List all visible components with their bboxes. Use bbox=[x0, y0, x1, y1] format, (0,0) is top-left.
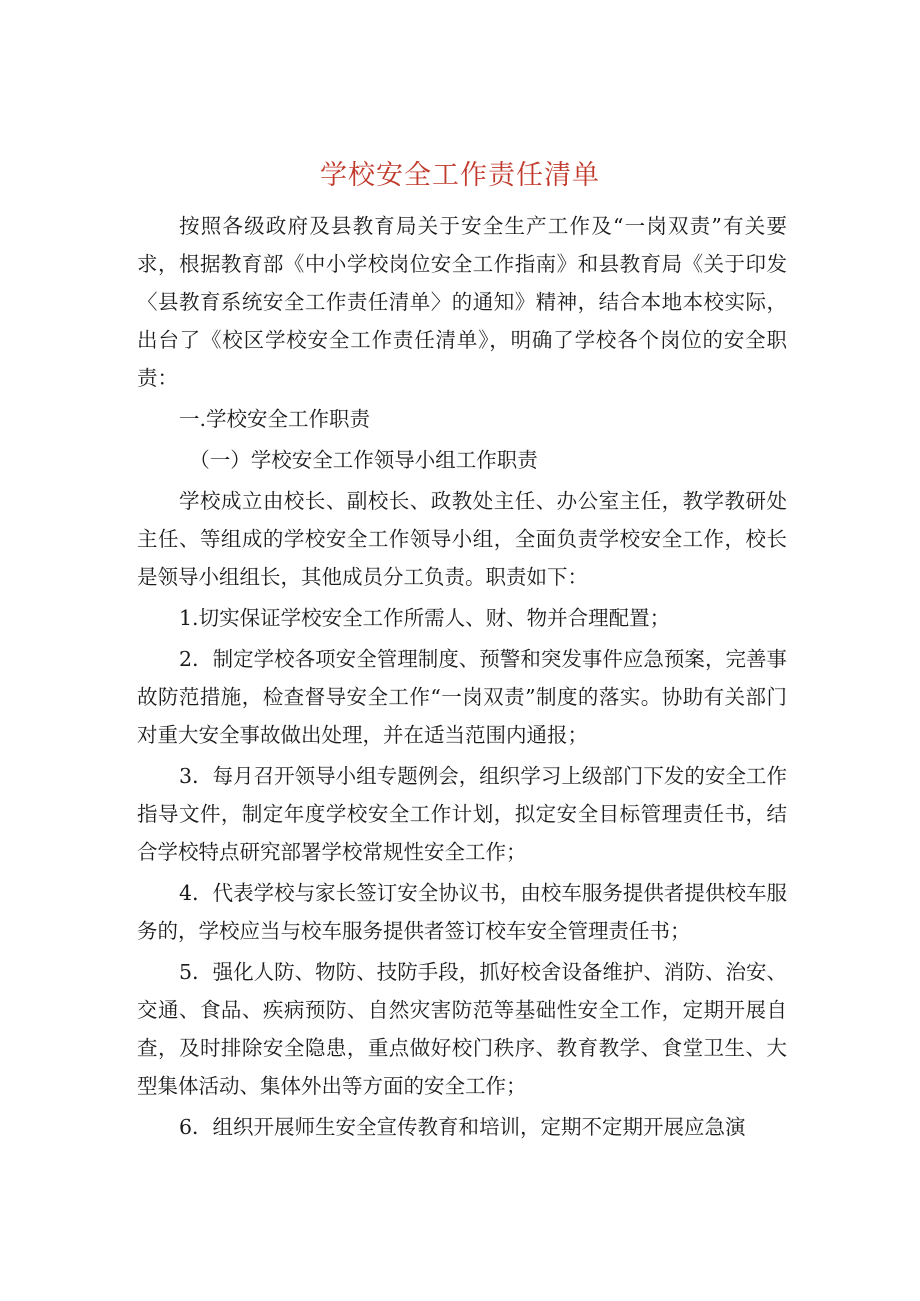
list-item: 3．每月召开领导小组专题例会，组织学习上级部门下发的安全工作指导文件，制定年度学校安全工作计划，拟定安全目标管理责任书，结合学校特点研究部署学校常规性安全工作； bbox=[137, 764, 787, 864]
list-item: 6．组织开展师生安全宣传教育和培训，定期不定期开展应急演 bbox=[179, 1115, 746, 1139]
document-title: 学校安全工作责任清单 bbox=[320, 160, 600, 191]
subsection-heading: （一）学校安全工作领导小组工作职责 bbox=[189, 448, 538, 472]
intro-paragraph: 按照各级政府及县教育局关于安全生产工作及“一岗双责”有关要求，根据教育部《中小学校岗位安全工作指南》和县教育局《关于印发〈县教育系统安全工作责任清单〉的通知》精神，结合本地本校实际，出台了《校区学校安全工作责任清单》，明确了学校各个岗位的安全职责： bbox=[137, 214, 787, 390]
section-heading: 一.学校安全工作职责 bbox=[179, 407, 371, 431]
list-item: 5．强化人防、物防、技防手段，抓好校舍设备维护、消防、治安、交通、食品、疾病预防、自然灾害防范等基础性安全工作，定期开展自查，及时排除安全隐患，重点做好校门秩序、教育教学、食堂卫生、大型集体活动、集体外出等方面的安全工作； bbox=[137, 960, 787, 1098]
list-item: 1.切实保证学校安全工作所需人、财、物并合理配置； bbox=[179, 606, 671, 630]
subsection-intro-paragraph: 学校成立由校长、副校长、政教处主任、办公室主任，教学教研处主任、等组成的学校安全工作领导小组，全面负责学校安全工作，校长是领导小组组长，其他成员分工负责。职责如下： bbox=[137, 489, 787, 589]
document-body bbox=[137, 207, 787, 1146]
list-item: 2．制定学校各项安全管理制度、预警和突发事件应急预案，完善事故防范措施，检查督导安全工作“一岗双责”制度的落实。协助有关部门对重大安全事故做出处理，并在适当范围内通报； bbox=[137, 647, 787, 747]
list-item: 4．代表学校与家长签订安全协议书，由校车服务提供者提供校车服务的，学校应当与校车服务提供者签订校车安全管理责任书； bbox=[137, 881, 787, 943]
